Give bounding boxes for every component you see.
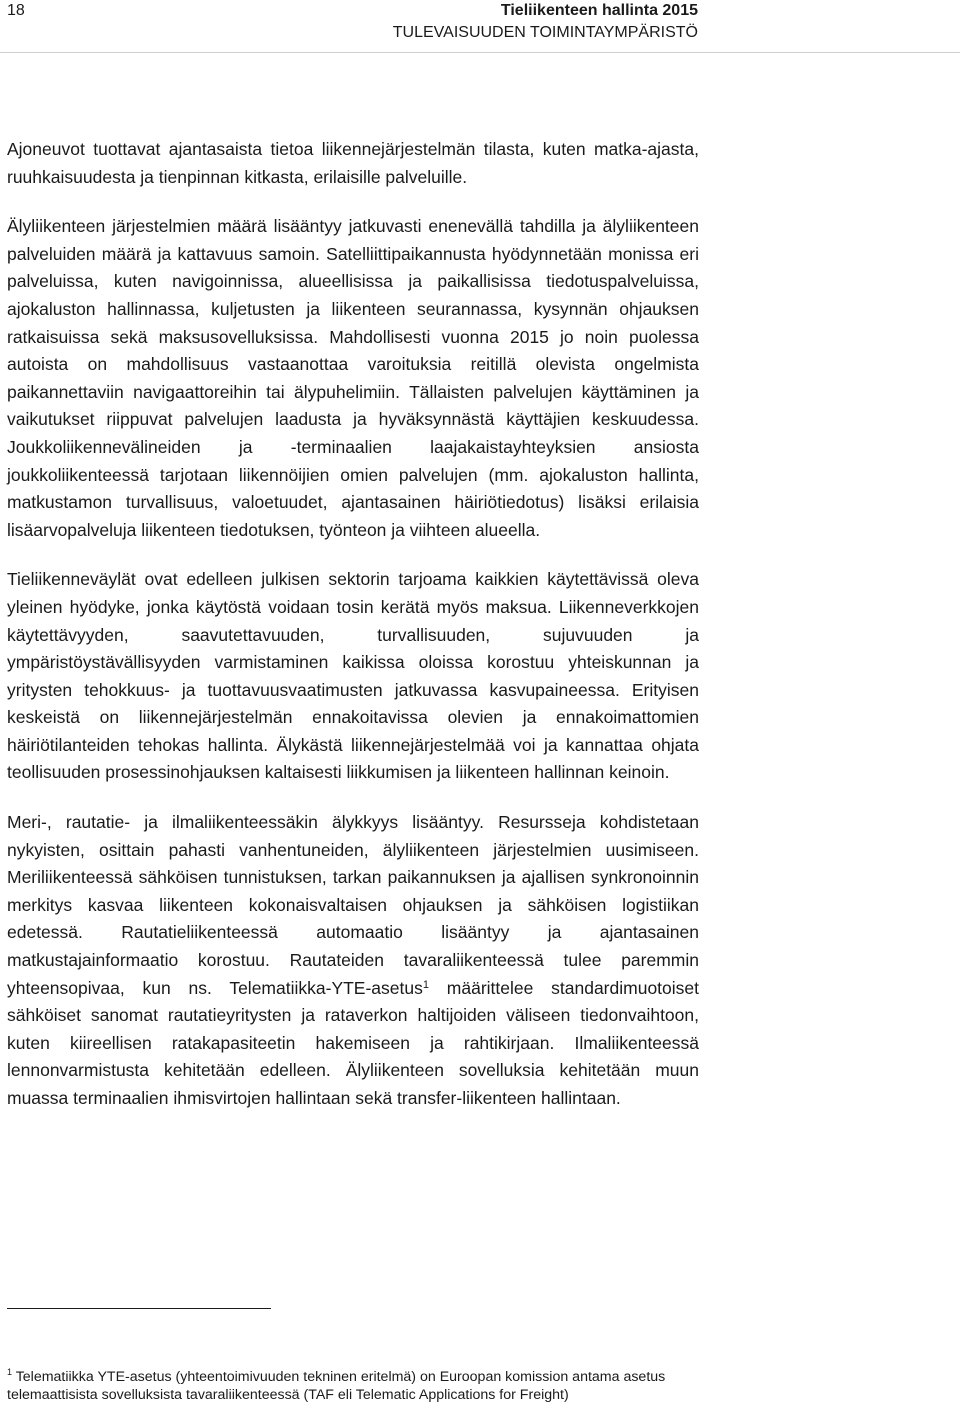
footnote-marker: 1 (7, 1367, 13, 1377)
paragraph-1: Ajoneuvot tuottavat ajantasaista tietoa liikennejärjestelmän tilasta, kuten matka-ajasta, ruuhkaisuudesta ja tienpinnan kitkasta, erilaisille palveluille. (7, 139, 699, 187)
footnote (7, 1368, 707, 1404)
header-divider (0, 52, 960, 53)
section-title: TULEVAISUUDEN TOIMINTAYMPÄRISTÖ (392, 24, 698, 41)
footnote-divider (7, 1308, 271, 1309)
footnote-reference[interactable]: 1 (422, 978, 429, 991)
page-number: 18 (7, 2, 25, 19)
body-text (7, 136, 699, 1113)
footnote-text: Telematiikka YTE-asetus (yhteentoimivuuden tekninen eritelmä) on Euroopan komission antama asetus telemaattisista sovelluksista tavaraliikenteessä (TAF eli Telematic Applications for Freight) (7, 1369, 666, 1403)
paragraph-3: Tieliikenneväylät ovat edelleen julkisen sektorin tarjoama kaikkien käytettävissä oleva yleinen hyödyke, jonka käytöstä voidaan tosin kerätä myös maksua. Liikenneverkkojen käytettävyyden, saavutettavuuden, turvallisuuden, sujuvuuden ja ympäristöystävällisyyden varmistaminen kaikissa oloissa korostuu yhteiskunnan ja yritysten tehokkuus- ja tuottavuusvaatimusten jatkuvassa kasvupaineessa. Erityisen keskeistä on liikennejärjestelmän ennakoitavissa olevien ja ennakoimattomien häiriötilanteiden tehokas hallinta. Älykästä liikennejärjestelmää voi ja kannattaa ohjata teollisuuden prosessinohjauksen kaltaisesti liikkumisen ja liikenteen hallinnan keinoin. (7, 569, 699, 783)
paragraph-2: Älyliikenteen järjestelmien määrä lisääntyy jatkuvasti enenevällä tahdilla ja älyliikenteen palveluiden määrä ja kattavuus samoin. Satelliittipaikannusta hyödynnetään monissa eri palveluissa, kuten navigoinnissa, alueellisissa ja paikallisissa tiedotuspalveluissa, ajokaluston hallinnassa, kuljetusten ja liikenteen seurannassa, kysynnän ohjauksen ratkaisuissa sekä maksusovelluksissa. Mahdollisesti vuonna 2015 jo noin puolessa autoista on mahdollisuus vastaanottaa varoituksia reitillä olevista ongelmista paikannettaviin navigaattoreihin tai älypuhelimiin. Tällaisten palvelujen käyttäminen ja vaikutukset riippuvat palvelujen laadusta ja hyväksynnästä käyttäjien keskuudessa. Joukkoliikennevälineiden ja -terminaalien laajakaistayhteyksien ansiosta joukkoliikenteessä tarjotaan liikennöijien omien palvelujen (mm. ajokaluston hallinta, matkustamon turvallisuus, valoetuudet, ajantasainen häiriötiedotus) lisäksi erilaisia lisäarvopalveluja liikenteen tiedotuksen, työnteon ja viihteen alueella. (7, 216, 699, 540)
document-title: Tieliikenteen hallinta 2015 (500, 2, 698, 19)
running-header (393, 0, 698, 44)
paragraph-4-text-a: Meri-, rautatie- ja ilmaliikenteessäkin älykkyys lisääntyy. Resursseja kohdistetaan nykyisten, osittain pahasti vanhentuneiden, älyliikenteen järjestelmien uusimiseen. Meriliikenteessä sähköisen tunnistuksen, tarkan paikannuksen ja ajallisen synkronoinnin merkitys kasvaa liikenteen kokonaisvaltaisen ohjauksen ja sähköisen logistiikan edetessä. Rautatieliikenteessä automaatio lisääntyy ja ajantasainen matkustajainformaatio korostuu. Rautateiden tavaraliikenteessä tulee paremmin yhteensopivaa, kun ns. Telematiikka-YTE-asetus (7, 812, 699, 998)
paragraph-4 (7, 809, 699, 1113)
paragraph-4-text-b: määrittelee standardimuotoiset sähköiset sanomat rautatieyritysten ja rataverkon haltijoiden väliseen tiedonvaihtoon, kuten kiireellisen ratakapasiteetin hakemiseen ja rahtikirjaan. Ilmaliikenteessä lennonvarmistusta kehitetään edelleen. Älyliikenteen sovelluksia kehitetään muun muassa terminaalien ihmisvirtojen hallintaan sekä transfer-liikenteen hallintaan. (7, 977, 700, 1108)
